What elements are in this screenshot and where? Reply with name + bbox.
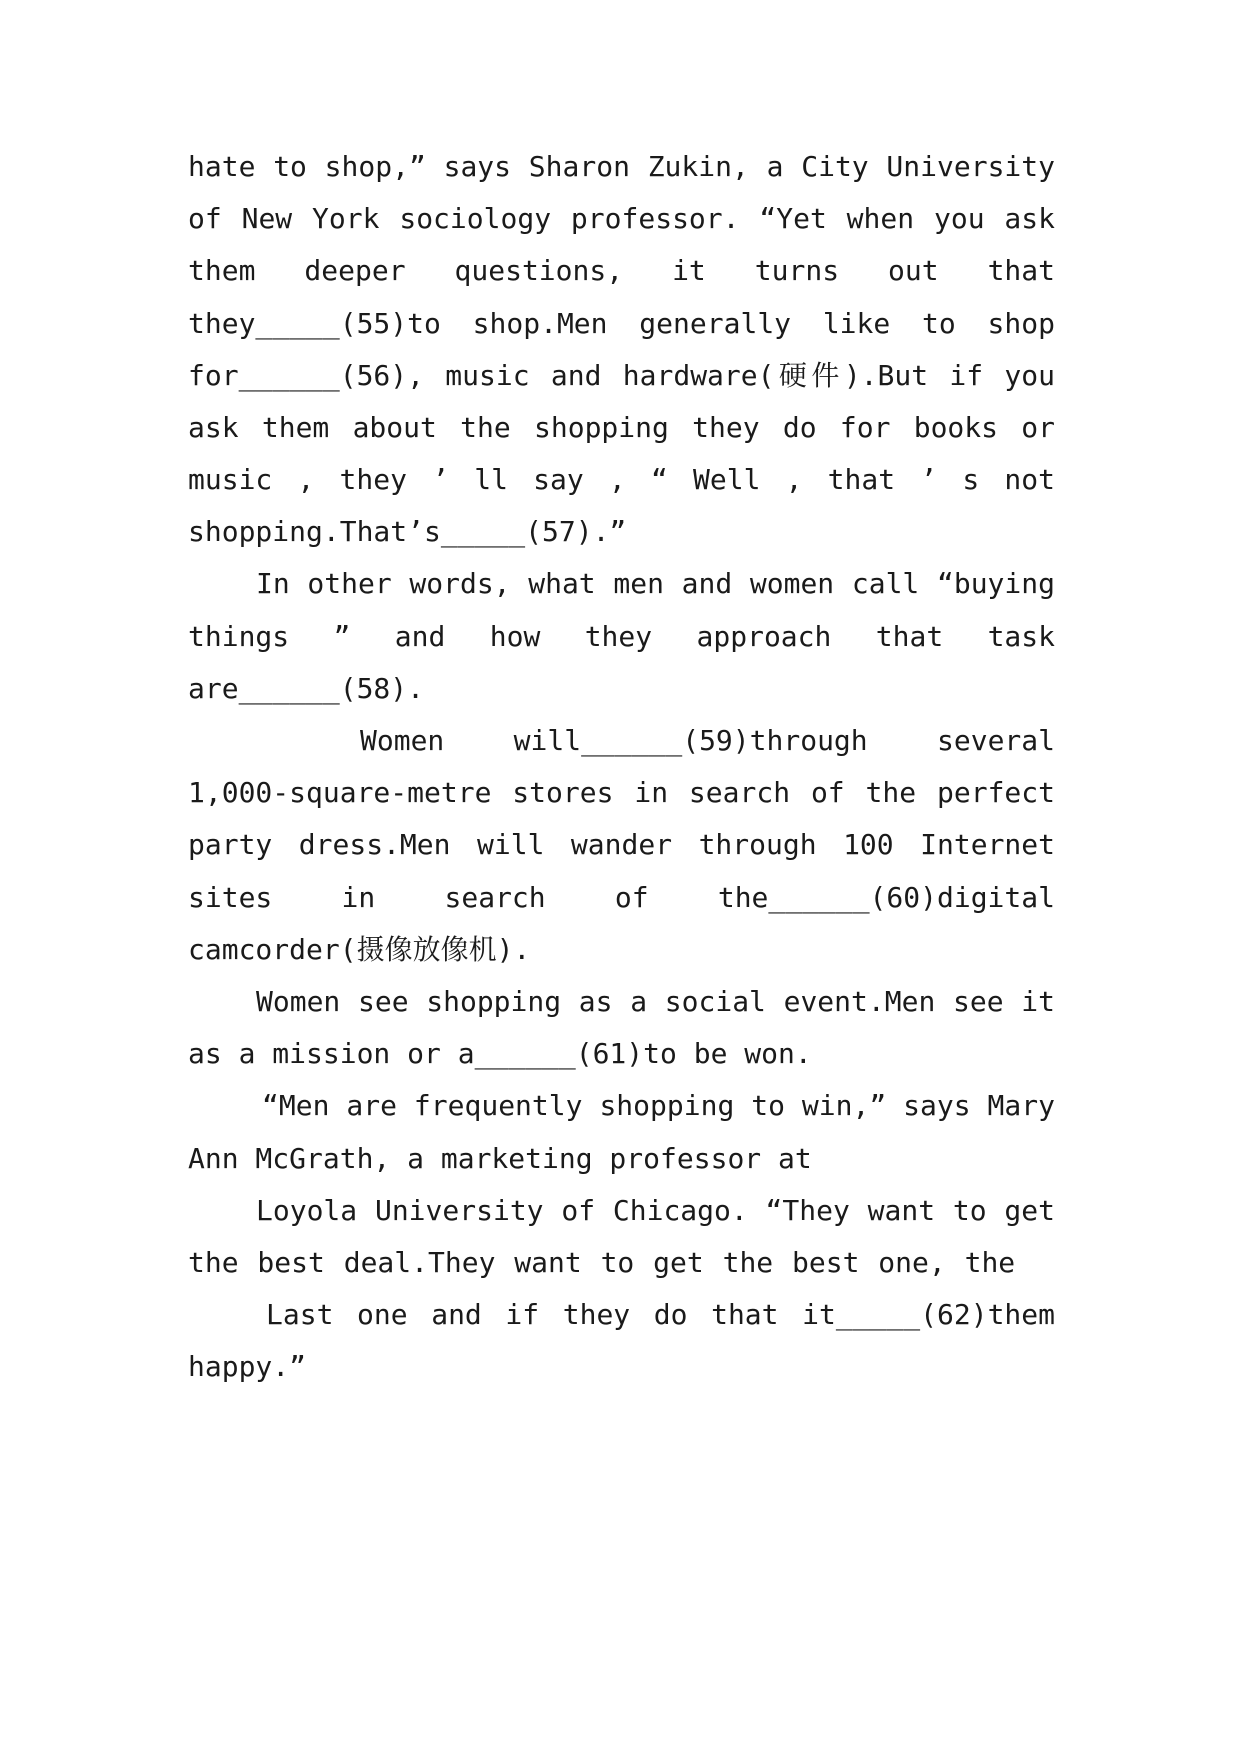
text-line: music , they ’ ll say , “ Well , that ’ s not	[188, 463, 1055, 496]
text-line: happy.”	[188, 1350, 307, 1383]
text-line: the best deal.They want to get the best one, the	[188, 1246, 1016, 1279]
text-line: Ann McGrath, a marketing professor at	[188, 1142, 812, 1175]
text-line: as a mission or a______(61)to be won.	[188, 1037, 812, 1070]
paragraph-first-line: Loyola University of Chicago. “They want to get	[256, 1194, 1055, 1227]
text-line: they_____(55)to shop.Men generally like to shop	[188, 307, 1055, 340]
paragraph-first-line: In other words, what men and women call “buying	[256, 567, 1055, 600]
paragraph-first-line: “Men are frequently shopping to win,” says Mary	[262, 1089, 1055, 1122]
text-line: them deeper questions, it turns out that	[188, 254, 1055, 287]
text-line: of New York sociology professor. “Yet when you ask	[188, 202, 1055, 235]
text-line: sites in search of the______(60)digital	[188, 881, 1055, 914]
text-line: ask them about the shopping they do for books or	[188, 411, 1055, 444]
text-line: for______(56), music and hardware(硬件).But if you	[188, 359, 1055, 392]
text-line: things ” and how they approach that task	[188, 620, 1055, 653]
text-line: camcorder(摄像放像机).	[188, 933, 531, 966]
paragraph-first-line: Women will______(59)through several	[360, 724, 1055, 757]
text-line: party dress.Men will wander through 100 Internet	[188, 828, 1055, 861]
text-line: 1,000-square-metre stores in search of the perfect	[188, 776, 1055, 809]
text-line: shopping.That’s_____(57).”	[188, 515, 627, 548]
text-line: are______(58).	[188, 672, 425, 705]
text-line: hate to shop,” says Sharon Zukin, a City University	[188, 150, 1055, 183]
paragraph-first-line: Women see shopping as a social event.Men see it	[256, 985, 1055, 1018]
paragraph-first-line: Last one and if they do that it_____(62)them	[266, 1298, 1055, 1331]
